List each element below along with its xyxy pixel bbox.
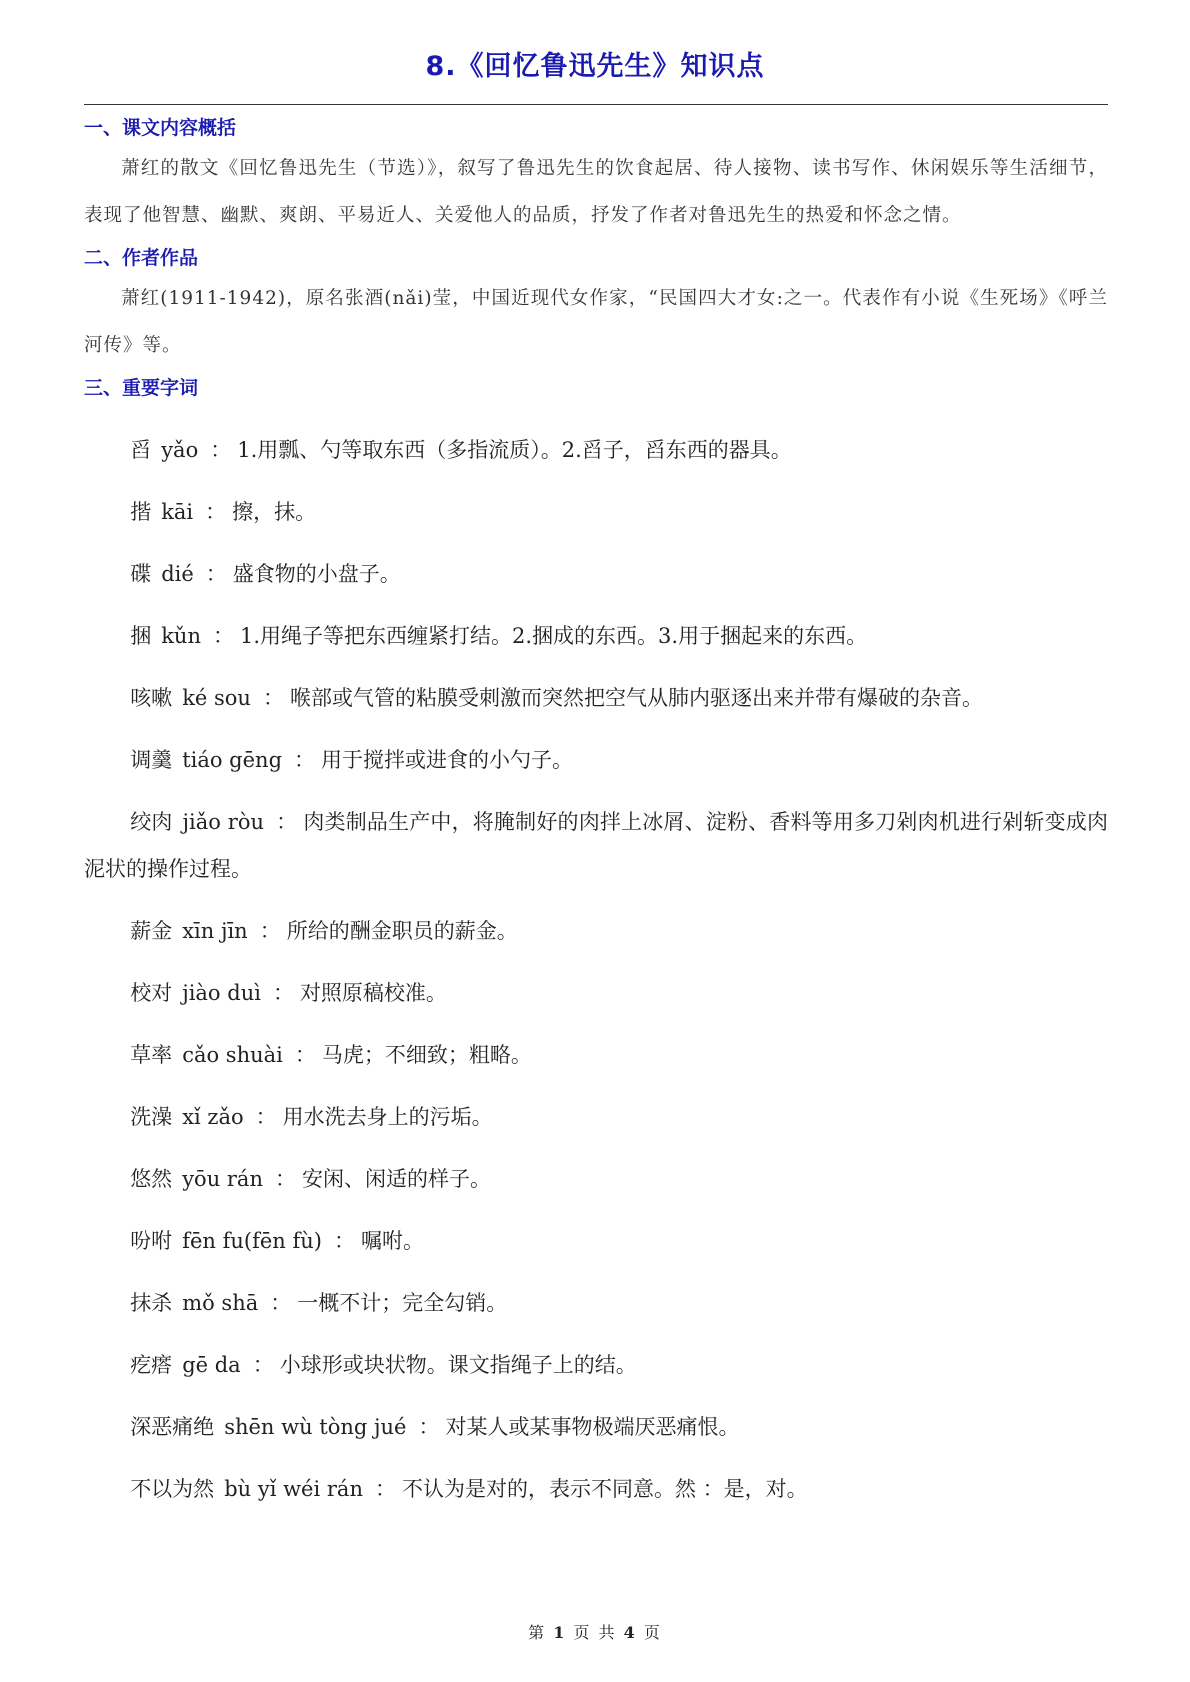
section-heading: 三、重要字词 bbox=[84, 377, 199, 399]
vocab-item bbox=[84, 1094, 1108, 1141]
vocab-pinyin: shēn wù tòng jué bbox=[224, 1415, 407, 1439]
vocab-definition: 擦，抹。 bbox=[232, 500, 317, 524]
vocab-pinyin: jiǎo ròu bbox=[182, 810, 264, 834]
total-pages-number: 4 bbox=[623, 1623, 637, 1642]
vocab-separator: ： bbox=[205, 562, 227, 586]
vocab-word: 薪金 bbox=[130, 919, 173, 943]
vocab-item bbox=[84, 675, 1108, 722]
vocab-definition: 1.用绳子等把东西缠紧打结。2.捆成的东西。3.用于捆起来的东西。 bbox=[239, 624, 868, 648]
vocab-item bbox=[84, 970, 1108, 1017]
section-heading: 一、课文内容概括 bbox=[84, 117, 237, 139]
vocab-separator: ： bbox=[259, 919, 281, 943]
vocab-definition: 盛食物的小盘子。 bbox=[232, 562, 401, 586]
vocab-item bbox=[84, 1032, 1108, 1079]
vocab-separator: ： bbox=[294, 1043, 316, 1067]
vocab-definition: 肉类制品生产中，将腌制好的肉拌上冰屑、淀粉、香料等用多刀剁肉机进行剁斩变成肉泥状的操作过程。 bbox=[84, 810, 1108, 881]
vocab-word: 揩 bbox=[130, 500, 152, 524]
vocab-pinyin: fēn fu(fēn fù) bbox=[182, 1229, 322, 1253]
vocab-separator: ： bbox=[262, 686, 284, 710]
page-footer bbox=[0, 1620, 1190, 1643]
vocab-definition: 喉部或气管的粘膜受刺激而突然把空气从肺内驱逐出来并带有爆破的杂音。 bbox=[289, 686, 983, 710]
vocab-word: 绞肉 bbox=[130, 810, 173, 834]
vocab-item bbox=[84, 1218, 1108, 1265]
vocab-item bbox=[84, 799, 1108, 893]
vocab-definition: 不认为是对的，表示不同意。然 ：是，对。 bbox=[401, 1477, 808, 1501]
section-heading: 二、作者作品 bbox=[84, 247, 199, 269]
vocab-separator: ： bbox=[212, 624, 234, 648]
vocab-item bbox=[84, 613, 1108, 660]
vocab-separator: ： bbox=[333, 1229, 355, 1253]
vocab-pinyin: tiáo gēng bbox=[182, 748, 283, 772]
vocab-word: 不以为然 bbox=[130, 1477, 215, 1501]
vocab-separator: ： bbox=[252, 1353, 274, 1377]
vocab-definition: 安闲、闲适的样子。 bbox=[301, 1167, 491, 1191]
vocab-separator: ： bbox=[276, 810, 298, 834]
vocab-definition: 对照原稿校准。 bbox=[299, 981, 447, 1005]
vocab-pinyin: yōu rán bbox=[182, 1167, 263, 1191]
vocab-item bbox=[84, 1404, 1108, 1451]
section-author bbox=[84, 243, 1108, 369]
vocab-definition: 小球形或块状物。课文指绳子上的结。 bbox=[279, 1353, 637, 1377]
section-paragraph: 萧红(1911-1942)，原名张酒(nǎi)莹，中国近现代女作家，“民国四大才女:之一。代表作有小说《生死场》《呼兰河传》等。 bbox=[84, 288, 1108, 356]
vocab-definition: 1.用瓢、勺等取东西（多指流质）。2.舀子，舀东西的器具。 bbox=[237, 438, 792, 462]
vocab-word: 抹杀 bbox=[130, 1291, 173, 1315]
vocab-definition: 用水洗去身上的污垢。 bbox=[282, 1105, 493, 1129]
vocab-definition: 所给的酬金职员的薪金。 bbox=[286, 919, 518, 943]
section-paragraph: 萧红的散文《回忆鲁迅先生（节选）》，叙写了鲁迅先生的饮食起居、待人接物、读书写作、休闲娱乐等生活细节，表现了他智慧、幽默、爽朗、平易近人、关爱他人的品质，抒发了作者对鲁迅先生的热爱和怀念之情。 bbox=[84, 158, 1108, 226]
document-body bbox=[84, 113, 1108, 1528]
vocab-word: 调羹 bbox=[130, 748, 173, 772]
vocab-definition: 嘱咐。 bbox=[360, 1229, 424, 1253]
vocab-pinyin: dié bbox=[161, 562, 194, 586]
vocab-word: 悠然 bbox=[130, 1167, 173, 1191]
page-title: 8.《回忆鲁迅先生》知识点 bbox=[425, 51, 765, 82]
vocab-item bbox=[84, 551, 1108, 598]
footer-prefix: 第 bbox=[528, 1623, 547, 1642]
vocab-word: 吩咐 bbox=[130, 1229, 173, 1253]
vocab-word: 碟 bbox=[130, 562, 152, 586]
vocab-pinyin: yǎo bbox=[161, 438, 199, 462]
vocab-separator: ： bbox=[270, 1291, 292, 1315]
vocab-item bbox=[84, 737, 1108, 784]
vocab-definition: 一概不计；完全勾销。 bbox=[297, 1291, 508, 1315]
title-divider bbox=[84, 104, 1108, 105]
vocab-separator: ： bbox=[294, 748, 316, 772]
vocab-item bbox=[84, 1156, 1108, 1203]
vocab-definition: 对某人或某事物极端厌恶痛恨。 bbox=[445, 1415, 740, 1439]
vocab-definition: 马虎；不细致；粗略。 bbox=[321, 1043, 532, 1067]
vocab-word: 咳嗽 bbox=[130, 686, 173, 710]
vocab-definition: 用于搅拌或进食的小勺子。 bbox=[321, 748, 574, 772]
vocab-item bbox=[84, 427, 1108, 474]
current-page-number: 1 bbox=[553, 1623, 567, 1642]
vocab-pinyin: kāi bbox=[161, 500, 194, 524]
vocab-pinyin: ké sou bbox=[182, 686, 251, 710]
vocab-separator: ： bbox=[418, 1415, 440, 1439]
vocabulary-list bbox=[84, 427, 1108, 1513]
vocab-word: 校对 bbox=[130, 981, 173, 1005]
vocab-separator: ： bbox=[205, 500, 227, 524]
vocab-separator: ： bbox=[274, 1167, 296, 1191]
vocab-word: 洗澡 bbox=[130, 1105, 173, 1129]
vocab-pinyin: xǐ zǎo bbox=[182, 1105, 244, 1129]
vocab-pinyin: gē da bbox=[182, 1353, 241, 1377]
vocab-pinyin: kǔn bbox=[161, 624, 201, 648]
footer-suffix: 页 bbox=[643, 1623, 662, 1642]
footer-middle: 页 共 bbox=[573, 1623, 617, 1642]
vocab-pinyin: bù yǐ wéi rán bbox=[224, 1477, 363, 1501]
vocab-separator: ： bbox=[210, 438, 232, 462]
vocab-word: 捆 bbox=[130, 624, 152, 648]
vocab-word: 草率 bbox=[130, 1043, 173, 1067]
vocab-separator: ： bbox=[374, 1477, 396, 1501]
vocab-word: 疙瘩 bbox=[130, 1353, 173, 1377]
vocab-pinyin: jiào duì bbox=[182, 981, 261, 1005]
vocab-item bbox=[84, 1280, 1108, 1327]
vocab-word: 深恶痛绝 bbox=[130, 1415, 215, 1439]
vocab-item bbox=[84, 908, 1108, 955]
vocab-item bbox=[84, 1342, 1108, 1389]
vocab-item bbox=[84, 1466, 1108, 1513]
vocab-separator: ： bbox=[272, 981, 294, 1005]
vocab-pinyin: xīn jīn bbox=[182, 919, 248, 943]
section-summary bbox=[84, 113, 1108, 239]
vocab-word: 舀 bbox=[130, 438, 152, 462]
section-vocabulary bbox=[84, 373, 1108, 1513]
vocab-pinyin: mǒ shā bbox=[182, 1291, 259, 1315]
vocab-item bbox=[84, 489, 1108, 536]
vocab-pinyin: cǎo shuài bbox=[182, 1043, 283, 1067]
vocab-separator: ： bbox=[255, 1105, 277, 1129]
